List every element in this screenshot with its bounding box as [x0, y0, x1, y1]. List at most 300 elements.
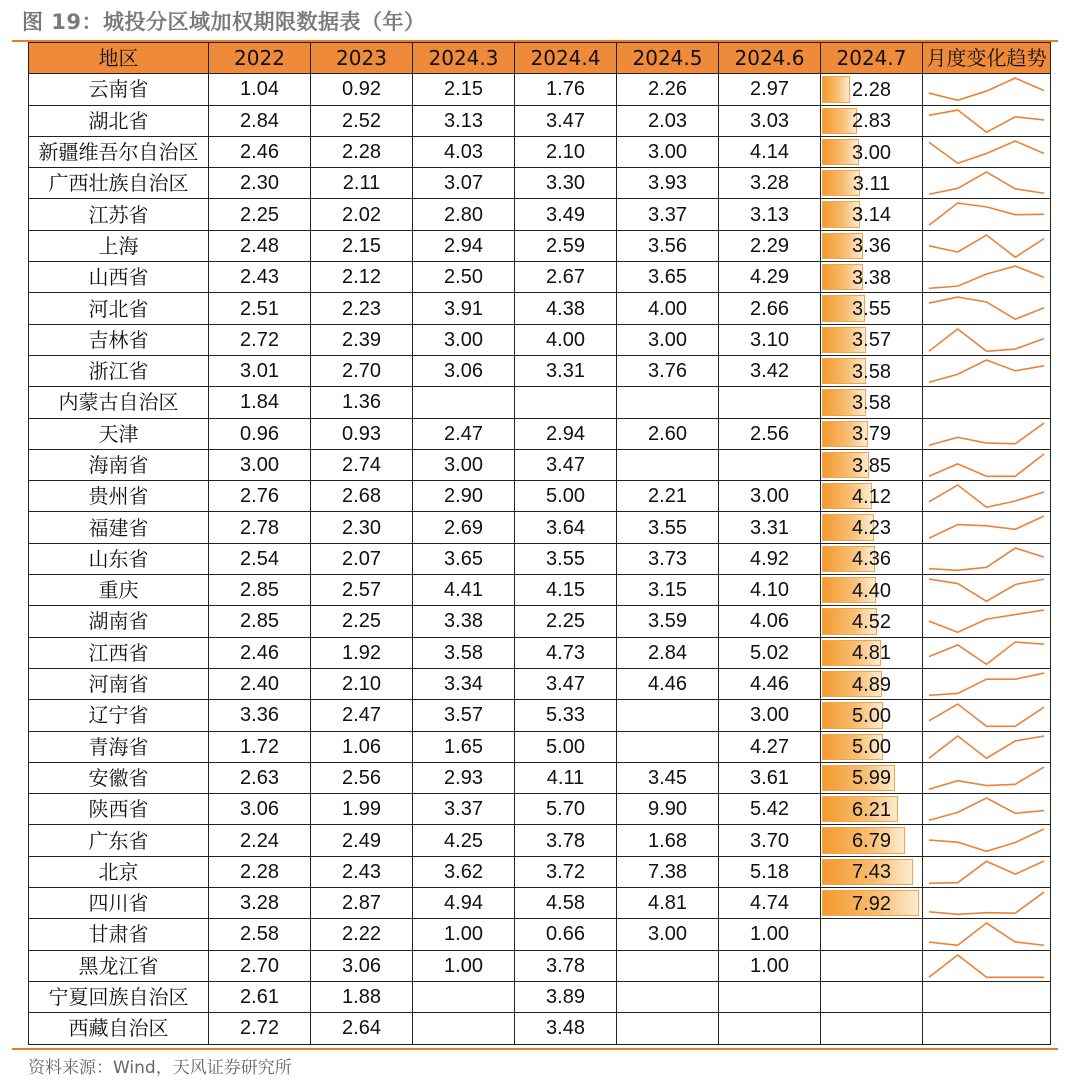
value-cell: 2.85: [209, 575, 311, 606]
header-2024-4: 2024.4: [515, 43, 617, 74]
value-cell: 3.06: [311, 950, 413, 981]
table-row: [29, 700, 1051, 731]
value-cell: 2.60: [617, 418, 719, 449]
value-cell: 2.84: [617, 637, 719, 668]
sparkline-line: [929, 798, 1044, 820]
sparkline-chart: [923, 732, 1050, 762]
sparkline-chart: [923, 74, 1050, 104]
table-row: [29, 919, 1051, 950]
value-text: 3.11: [852, 172, 891, 195]
value-cell: 3.55: [515, 543, 617, 574]
value-cell: 2.80: [413, 199, 515, 230]
header-2023: 2023: [311, 43, 413, 74]
value-cell: [617, 700, 719, 731]
bar-cell: [821, 449, 923, 480]
value-cell: 0.92: [311, 74, 413, 105]
sparkline-line: [929, 704, 1044, 726]
sparkline-chart: [923, 293, 1050, 323]
sparkline-cell: [923, 449, 1051, 480]
sparkline-cell: [923, 888, 1051, 919]
region-cell: 山东省: [29, 543, 209, 574]
sparkline-line: [929, 485, 1044, 507]
value-text: 5.00: [852, 704, 891, 727]
bar-cell: [821, 700, 923, 731]
value-cell: 2.46: [209, 136, 311, 167]
region-cell: 重庆: [29, 575, 209, 606]
sparkline-cell: [923, 1013, 1051, 1044]
value-cell: 2.97: [719, 74, 821, 105]
header-row: [29, 43, 1051, 74]
value-cell: 5.00: [515, 481, 617, 512]
sparkline-chart: [923, 262, 1050, 292]
value-cell: 3.38: [413, 606, 515, 637]
value-text: 4.23: [852, 517, 891, 540]
sparkline-line: [929, 204, 1044, 226]
value-cell: 1.36: [311, 387, 413, 418]
value-cell: 4.00: [617, 293, 719, 324]
value-text: 3.58: [852, 360, 891, 383]
sparkline-line: [929, 673, 1044, 695]
region-cell: 安徽省: [29, 762, 209, 793]
value-cell: 1.88: [311, 981, 413, 1012]
region-cell: 西藏自治区: [29, 1013, 209, 1044]
value-cell: [617, 950, 719, 981]
value-cell: 3.00: [617, 324, 719, 355]
bar-cell: [821, 105, 923, 136]
header-2022: 2022: [209, 43, 311, 74]
value-cell: 3.65: [617, 262, 719, 293]
header-2024-5: 2024.5: [617, 43, 719, 74]
value-cell: 0.66: [515, 919, 617, 950]
value-cell: 1.04: [209, 74, 311, 105]
value-cell: [719, 1013, 821, 1044]
sparkline-chart: [923, 669, 1050, 699]
value-cell: 1.00: [413, 950, 515, 981]
value-cell: 4.74: [719, 888, 821, 919]
sparkline-line: [929, 329, 1044, 351]
table-row: [29, 888, 1051, 919]
sparkline-line: [929, 266, 1044, 288]
table-row: [29, 136, 1051, 167]
value-cell: 1.06: [311, 731, 413, 762]
value-text: 2.83: [852, 110, 891, 133]
value-text: 3.58: [852, 391, 891, 414]
region-cell: 内蒙古自治区: [29, 387, 209, 418]
value-cell: 3.57: [413, 700, 515, 731]
value-cell: 2.56: [311, 762, 413, 793]
sparkline-line: [929, 78, 1044, 100]
value-cell: 2.47: [413, 418, 515, 449]
sparkline-cell: [923, 293, 1051, 324]
value-cell: 5.33: [515, 700, 617, 731]
value-cell: 2.46: [209, 637, 311, 668]
value-cell: 3.48: [515, 1013, 617, 1044]
value-cell: 3.00: [617, 136, 719, 167]
value-cell: 2.54: [209, 543, 311, 574]
value-cell: [515, 387, 617, 418]
sparkline-cell: [923, 481, 1051, 512]
sparkline-chart: [923, 857, 1050, 887]
value-cell: 2.57: [311, 575, 413, 606]
sparkline-chart: [923, 888, 1050, 918]
sparkline-line: [929, 923, 1044, 945]
value-text: 5.00: [852, 736, 891, 759]
sparkline-cell: [923, 856, 1051, 887]
sparkline-line: [929, 454, 1044, 476]
value-cell: 3.78: [515, 950, 617, 981]
value-cell: 3.47: [515, 449, 617, 480]
table-row: [29, 105, 1051, 136]
table-row: [29, 74, 1051, 105]
value-cell: 4.46: [719, 668, 821, 699]
value-cell: 3.47: [515, 668, 617, 699]
value-cell: 2.78: [209, 512, 311, 543]
value-cell: 2.11: [311, 168, 413, 199]
value-cell: 2.39: [311, 324, 413, 355]
table-row: [29, 856, 1051, 887]
value-cell: 2.52: [311, 105, 413, 136]
value-cell: 3.42: [719, 355, 821, 386]
sparkline-chart: [923, 763, 1050, 793]
value-cell: 1.00: [719, 950, 821, 981]
sparkline-line: [929, 955, 1044, 977]
value-text: 7.43: [852, 861, 891, 884]
region-cell: 宁夏回族自治区: [29, 981, 209, 1012]
sparkline-chart: [923, 606, 1050, 636]
value-cell: 4.58: [515, 888, 617, 919]
value-cell: [617, 731, 719, 762]
value-cell: [719, 449, 821, 480]
value-cell: 3.37: [413, 794, 515, 825]
table-row: [29, 262, 1051, 293]
value-cell: 3.70: [719, 825, 821, 856]
table-row: [29, 731, 1051, 762]
region-cell: 吉林省: [29, 324, 209, 355]
value-cell: 2.26: [617, 74, 719, 105]
table-row: [29, 199, 1051, 230]
sparkline-line: [929, 829, 1044, 851]
value-cell: 4.14: [719, 136, 821, 167]
table-body: [29, 74, 1051, 1044]
value-text: 2.28: [852, 78, 891, 101]
table-row: [29, 168, 1051, 199]
sparkline-cell: [923, 74, 1051, 105]
value-cell: 5.42: [719, 794, 821, 825]
header-2024-3: 2024.3: [413, 43, 515, 74]
value-cell: 1.99: [311, 794, 413, 825]
sparkline-chart: [923, 638, 1050, 668]
value-cell: 2.50: [413, 262, 515, 293]
value-text: 5.99: [852, 767, 891, 790]
value-cell: 3.59: [617, 606, 719, 637]
value-cell: 3.89: [515, 981, 617, 1012]
value-cell: 3.13: [413, 105, 515, 136]
value-cell: 2.10: [515, 136, 617, 167]
sparkline-line: [929, 297, 1044, 319]
value-cell: 3.72: [515, 856, 617, 887]
value-cell: 2.24: [209, 825, 311, 856]
value-cell: [413, 387, 515, 418]
value-cell: 2.21: [617, 481, 719, 512]
value-cell: 3.15: [617, 575, 719, 606]
value-text: 4.52: [852, 610, 891, 633]
value-cell: 0.93: [311, 418, 413, 449]
value-cell: 3.31: [515, 355, 617, 386]
data-table: [28, 42, 1051, 1045]
value-cell: 2.93: [413, 762, 515, 793]
value-text: 7.92: [852, 892, 891, 915]
region-cell: 辽宁省: [29, 700, 209, 731]
value-cell: 2.66: [719, 293, 821, 324]
sparkline-cell: [923, 919, 1051, 950]
bar-cell: [821, 856, 923, 887]
value-cell: 2.43: [209, 262, 311, 293]
sparkline-line: [929, 235, 1044, 257]
bar-cell: [821, 168, 923, 199]
sparkline-cell: [923, 731, 1051, 762]
region-cell: 浙江省: [29, 355, 209, 386]
sparkline-cell: [923, 324, 1051, 355]
value-cell: 4.06: [719, 606, 821, 637]
value-text: 3.00: [852, 141, 891, 164]
value-cell: 3.65: [413, 543, 515, 574]
table-row: [29, 606, 1051, 637]
value-cell: 4.94: [413, 888, 515, 919]
sparkline-chart: [923, 137, 1050, 167]
value-text: 6.21: [852, 798, 891, 821]
value-text: 3.14: [852, 204, 891, 227]
sparkline-chart: [923, 356, 1050, 386]
bar-cell: [821, 543, 923, 574]
header-2024-7: 2024.7: [821, 43, 923, 74]
value-cell: 4.27: [719, 731, 821, 762]
value-cell: 2.47: [311, 700, 413, 731]
value-text: 3.85: [852, 454, 891, 477]
sparkline-chart: [923, 199, 1050, 229]
bar-cell: [821, 888, 923, 919]
region-cell: 四川省: [29, 888, 209, 919]
sparkline-cell: [923, 637, 1051, 668]
sparkline-line: [929, 172, 1044, 194]
value-cell: 2.40: [209, 668, 311, 699]
bar-cell: [821, 794, 923, 825]
value-cell: 1.84: [209, 387, 311, 418]
value-cell: 2.58: [209, 919, 311, 950]
bar-cell: [821, 950, 923, 981]
value-cell: 5.18: [719, 856, 821, 887]
value-cell: 3.28: [719, 168, 821, 199]
table-row: [29, 230, 1051, 261]
value-cell: 3.00: [617, 919, 719, 950]
region-cell: 河北省: [29, 293, 209, 324]
sparkline-chart: [923, 1013, 1050, 1043]
value-cell: 3.61: [719, 762, 821, 793]
region-cell: 湖北省: [29, 105, 209, 136]
table-row: [29, 543, 1051, 574]
table-row: [29, 981, 1051, 1012]
value-cell: 3.31: [719, 512, 821, 543]
value-cell: 3.64: [515, 512, 617, 543]
value-cell: 4.03: [413, 136, 515, 167]
value-cell: 2.02: [311, 199, 413, 230]
sparkline-chart: [923, 512, 1050, 542]
value-cell: 2.76: [209, 481, 311, 512]
value-cell: 3.73: [617, 543, 719, 574]
sparkline-chart: [923, 575, 1050, 605]
value-text: 4.81: [852, 642, 891, 665]
bar-cell: [821, 575, 923, 606]
value-cell: 1.65: [413, 731, 515, 762]
region-cell: 江西省: [29, 637, 209, 668]
sparkline-cell: [923, 136, 1051, 167]
value-cell: 2.28: [209, 856, 311, 887]
value-cell: 1.92: [311, 637, 413, 668]
region-cell: 广西壮族自治区: [29, 168, 209, 199]
value-cell: 2.72: [209, 1013, 311, 1044]
value-cell: 3.93: [617, 168, 719, 199]
sparkline-chart: [923, 450, 1050, 480]
sparkline-cell: [923, 575, 1051, 606]
sparkline-line: [929, 360, 1044, 382]
value-cell: 2.85: [209, 606, 311, 637]
value-cell: [617, 1013, 719, 1044]
region-cell: 海南省: [29, 449, 209, 480]
value-cell: 2.61: [209, 981, 311, 1012]
value-cell: 2.25: [209, 199, 311, 230]
value-cell: 4.46: [617, 668, 719, 699]
value-cell: 2.07: [311, 543, 413, 574]
value-cell: 2.87: [311, 888, 413, 919]
region-cell: 天津: [29, 418, 209, 449]
header-2024-6: 2024.6: [719, 43, 821, 74]
sparkline-chart: [923, 794, 1050, 824]
value-cell: [617, 981, 719, 1012]
value-cell: 3.49: [515, 199, 617, 230]
value-cell: 4.11: [515, 762, 617, 793]
value-cell: 3.30: [515, 168, 617, 199]
value-cell: 1.00: [413, 919, 515, 950]
value-cell: 2.72: [209, 324, 311, 355]
table-row: [29, 950, 1051, 981]
value-cell: 3.06: [413, 355, 515, 386]
value-text: 4.40: [852, 579, 891, 602]
sparkline-line: [929, 516, 1044, 538]
value-cell: 4.73: [515, 637, 617, 668]
value-cell: 2.28: [311, 136, 413, 167]
sparkline-cell: [923, 668, 1051, 699]
value-cell: 1.72: [209, 731, 311, 762]
sparkline-line: [929, 548, 1044, 570]
value-cell: 0.96: [209, 418, 311, 449]
value-cell: 2.48: [209, 230, 311, 261]
sparkline-chart: [923, 481, 1050, 511]
value-cell: 2.25: [311, 606, 413, 637]
value-text: 3.38: [852, 266, 891, 289]
value-cell: 2.84: [209, 105, 311, 136]
value-cell: 2.68: [311, 481, 413, 512]
sparkline-line: [929, 141, 1044, 163]
bar-cell: [821, 230, 923, 261]
header-trend: 月度变化趋势: [923, 43, 1051, 74]
region-cell: 贵州省: [29, 481, 209, 512]
bar-cell: [821, 387, 923, 418]
table-row: [29, 762, 1051, 793]
value-text: 6.79: [852, 830, 891, 853]
value-cell: 1.00: [719, 919, 821, 950]
value-cell: [719, 981, 821, 1012]
value-cell: 2.22: [311, 919, 413, 950]
value-cell: 2.15: [413, 74, 515, 105]
sparkline-chart: [923, 168, 1050, 198]
value-cell: 3.36: [209, 700, 311, 731]
value-cell: 5.00: [515, 731, 617, 762]
sparkline-cell: [923, 168, 1051, 199]
value-cell: 2.56: [719, 418, 821, 449]
value-cell: 4.10: [719, 575, 821, 606]
value-cell: 2.43: [311, 856, 413, 887]
bar-cell: [821, 199, 923, 230]
bar-cell: [821, 762, 923, 793]
sparkline-line: [929, 892, 1044, 914]
value-cell: 4.41: [413, 575, 515, 606]
value-cell: 2.74: [311, 449, 413, 480]
value-cell: 2.49: [311, 825, 413, 856]
region-cell: 上海: [29, 230, 209, 261]
bar-cell: [821, 637, 923, 668]
region-cell: 青海省: [29, 731, 209, 762]
sparkline-chart: [923, 106, 1050, 136]
region-cell: 广东省: [29, 825, 209, 856]
value-cell: 4.15: [515, 575, 617, 606]
sparkline-chart: [923, 825, 1050, 855]
sparkline-line: [929, 579, 1044, 601]
sparkline-cell: [923, 199, 1051, 230]
sparkline-line: [929, 861, 1044, 883]
value-cell: 2.70: [311, 355, 413, 386]
value-cell: 2.10: [311, 668, 413, 699]
bar-cell: [821, 324, 923, 355]
table-row: [29, 481, 1051, 512]
sparkline-line: [929, 767, 1044, 789]
value-cell: 3.00: [209, 449, 311, 480]
sparkline-cell: [923, 230, 1051, 261]
value-cell: 3.58: [413, 637, 515, 668]
value-text: 3.57: [852, 329, 891, 352]
value-text: 3.79: [852, 423, 891, 446]
value-cell: 3.76: [617, 355, 719, 386]
value-cell: 3.91: [413, 293, 515, 324]
sparkline-cell: [923, 825, 1051, 856]
sparkline-line: [929, 610, 1044, 632]
value-cell: [413, 981, 515, 1012]
table-row: [29, 575, 1051, 606]
value-cell: 3.00: [413, 324, 515, 355]
table-row: [29, 355, 1051, 386]
table-row: [29, 387, 1051, 418]
sparkline-cell: [923, 418, 1051, 449]
value-cell: 3.07: [413, 168, 515, 199]
value-cell: 4.81: [617, 888, 719, 919]
bar-fill: [822, 76, 850, 102]
value-cell: 4.25: [413, 825, 515, 856]
value-text: 4.36: [852, 548, 891, 571]
value-cell: 3.62: [413, 856, 515, 887]
value-cell: 3.78: [515, 825, 617, 856]
bar-cell: [821, 262, 923, 293]
table-row: [29, 825, 1051, 856]
sparkline-cell: [923, 355, 1051, 386]
value-cell: 3.45: [617, 762, 719, 793]
